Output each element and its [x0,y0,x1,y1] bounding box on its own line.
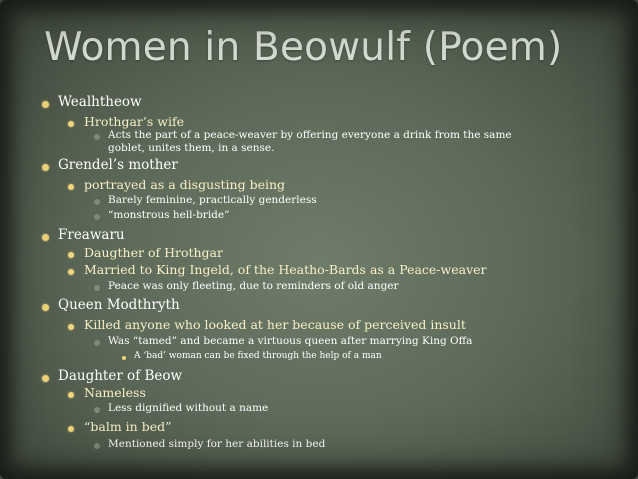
bullet-marker-icon [94,199,100,205]
bullet-level-3: “monstrous hell-bride” [108,209,230,221]
bullet-marker-icon [94,214,100,220]
bullet-marker-icon [42,164,49,171]
bullet-level-2: Nameless [84,385,146,400]
bullet-level-2: Killed anyone who looked at her because of perceived insult [84,317,466,332]
bullet-marker-icon [68,324,74,330]
bullet-level-1: Queen Modthryth [58,297,180,313]
bullet-level-1: Wealhtheow [58,94,142,110]
bullet-level-1: Grendel’s mother [58,157,178,173]
bullet-marker-icon [42,304,49,311]
bullet-level-2: Married to King Ingeld, of the Heatho-Bards as a Peace-weaver [84,262,487,277]
bullet-level-2: portrayed as a disgusting being [84,177,286,192]
bullet-level-1: Freawaru [58,227,125,243]
bullet-level-2: “balm in bed” [84,419,172,434]
bullet-level-3: Was “tamed” and became a virtuous queen after marrying King Offa [108,335,473,347]
bullet-level-2: Hrothgar’s wife [84,114,184,129]
bullet-marker-icon [94,285,100,291]
bullet-marker-icon [68,252,74,258]
bullet-marker-icon [94,134,100,140]
bullet-level-1: Daughter of Beow [58,368,183,384]
bullet-marker-icon [94,407,100,413]
bullet-level-3: Barely feminine, practically genderless [108,194,317,206]
bullet-marker-icon [42,375,49,382]
bullet-marker-icon [42,234,49,241]
slide-title: Women in Beowulf (Poem) [44,25,563,70]
bullet-marker-icon [68,392,74,398]
bullet-level-3: Acts the part of a peace-weaver by offering everyone a drink from the same [108,129,512,141]
bullet-level-2: Daugther of Hrothgar [84,245,223,260]
bullet-marker-icon [68,269,74,275]
bullet-marker-icon [42,101,49,108]
bullet-level-3: Peace was only fleeting, due to reminders of old anger [108,280,399,292]
bullet-marker-icon [68,426,74,432]
bullet-marker-icon [68,121,74,127]
bullet-marker-icon [94,340,100,346]
bullet-level-3: goblet, unites them, in a sense. [108,142,275,154]
bullet-level-3: Mentioned simply for her abilities in bed [108,438,326,450]
bullet-marker-icon [68,184,74,190]
bullet-level-3: Less dignified without a name [108,402,269,414]
bullet-level-4: A ‘bad’ woman can be fixed through the help of a man [134,351,382,361]
bullet-marker-icon [94,443,100,449]
bullet-marker-icon [122,356,126,360]
